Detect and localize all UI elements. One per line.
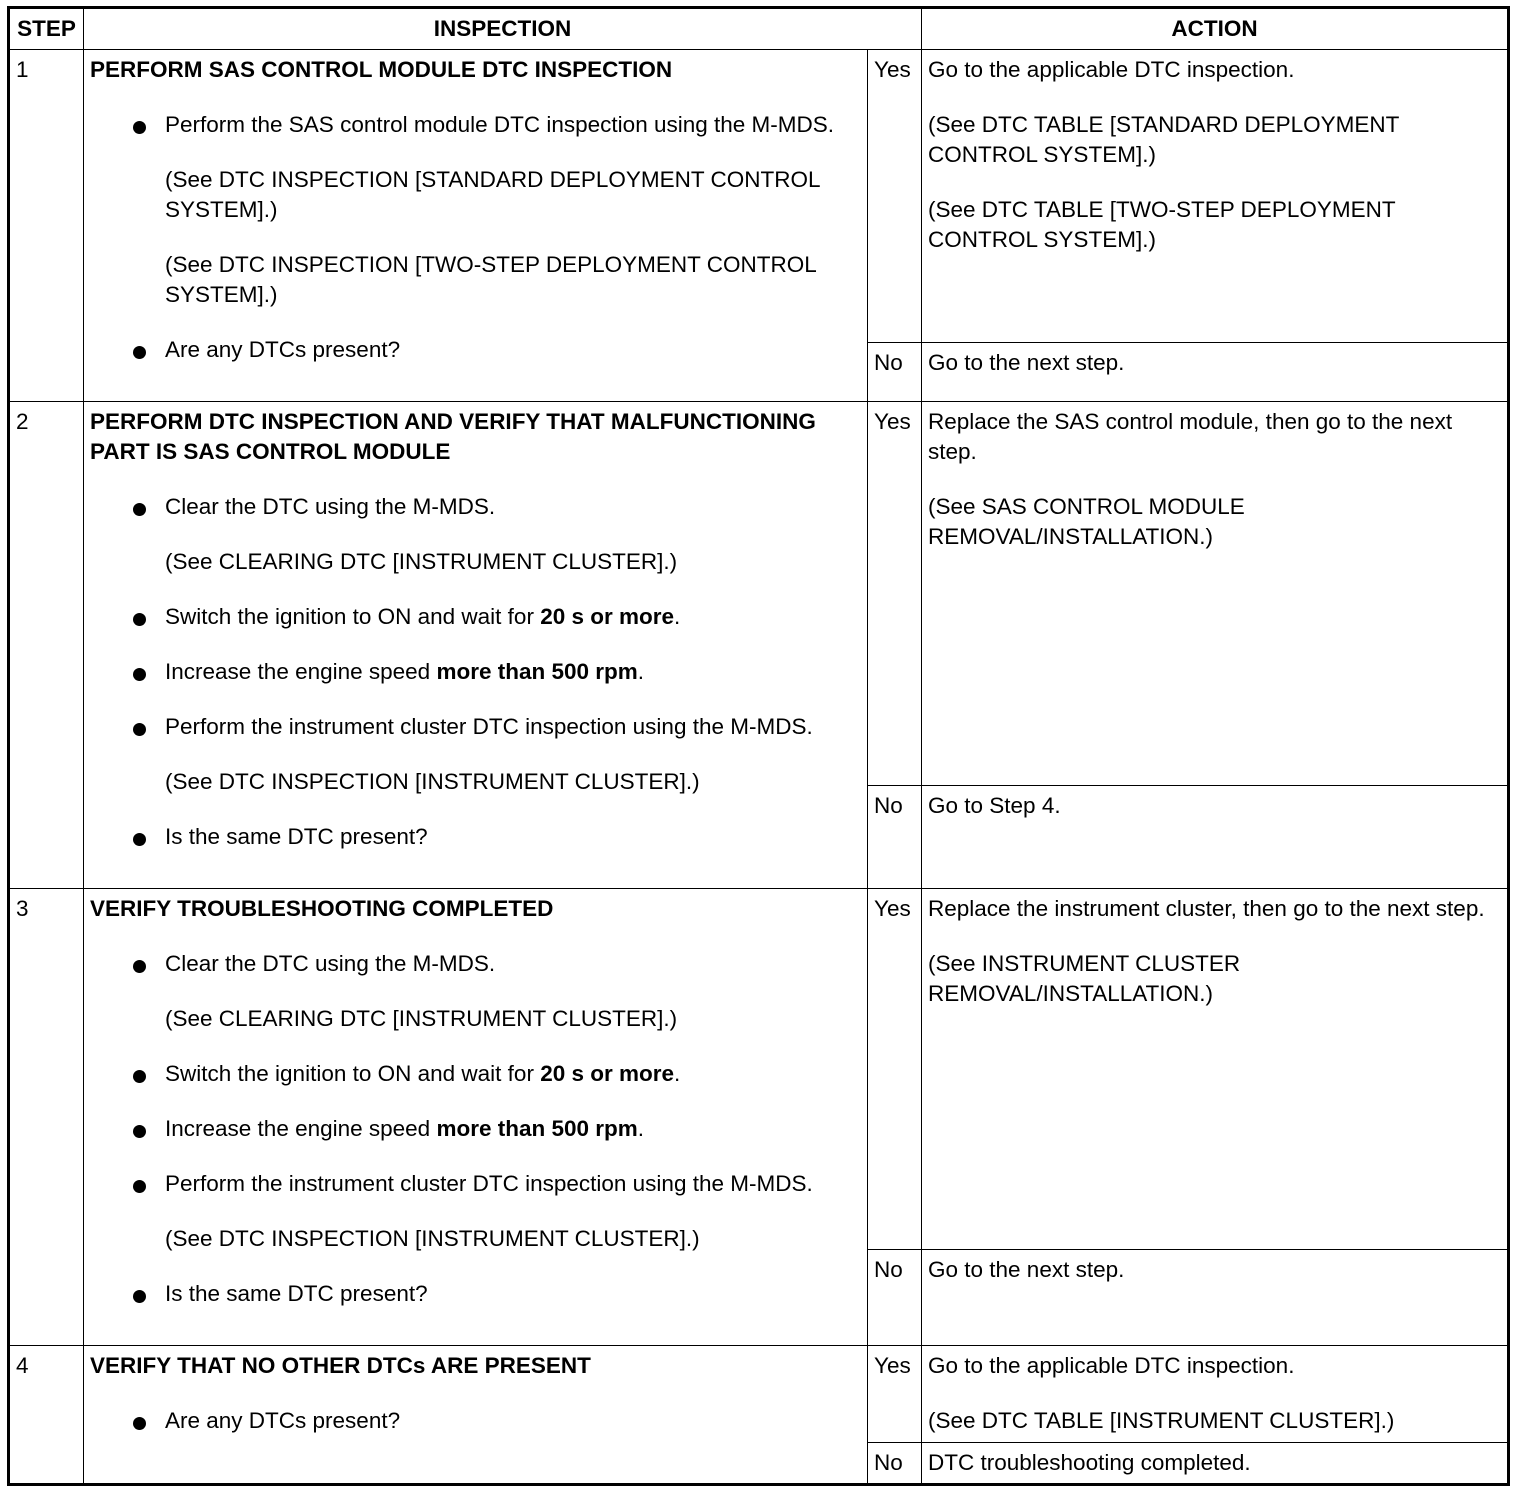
bullet-item: Perform the instrument cluster DTC inspection using the M-MDS. — [90, 712, 861, 742]
emphasis-text: 20 s or more — [540, 1061, 675, 1086]
reference-text: (See DTC INSPECTION [TWO-STEP DEPLOYMENT CONTROL SYSTEM].) — [165, 252, 816, 307]
reference-text: (See INSTRUMENT CLUSTER REMOVAL/INSTALLATION.) — [928, 951, 1241, 1006]
yes-action — [922, 50, 1509, 343]
no-action: Go to the next step. — [922, 343, 1509, 402]
bullet-item: Increase the engine speed more than 500 rpm. — [90, 1114, 861, 1144]
step-2-yes-row — [9, 402, 1509, 786]
bullet-item: Clear the DTC using the M-MDS. — [90, 492, 861, 522]
step-number: 1 — [9, 50, 84, 402]
bullet-item: Is the same DTC present? — [90, 822, 861, 852]
reference-text: (See SAS CONTROL MODULE REMOVAL/INSTALLATION.) — [928, 494, 1245, 549]
step-number: 3 — [9, 889, 84, 1346]
yes-label: Yes — [868, 50, 922, 343]
reference-text: (See DTC TABLE [TWO-STEP DEPLOYMENT CONTROL SYSTEM].) — [928, 197, 1396, 252]
step-title: PERFORM SAS CONTROL MODULE DTC INSPECTION — [90, 57, 673, 82]
bullet-item: Switch the ignition to ON and wait for 20 s or more. — [90, 602, 861, 632]
header-row — [9, 8, 1509, 50]
step-4-yes-row — [9, 1346, 1509, 1443]
bullet-item: Perform the instrument cluster DTC inspection using the M-MDS. — [90, 1169, 861, 1199]
bullet-item: Switch the ignition to ON and wait for 20 s or more. — [90, 1059, 861, 1089]
reference-text: (See DTC INSPECTION [STANDARD DEPLOYMENT CONTROL SYSTEM].) — [165, 167, 820, 222]
emphasis-text: 20 s or more — [540, 604, 675, 629]
header-action: ACTION — [922, 8, 1509, 50]
action-text: Replace the SAS control module, then go to the next step. — [928, 409, 1453, 464]
yes-action — [922, 889, 1509, 1250]
yes-label: Yes — [868, 1346, 922, 1443]
step-3-inspection — [84, 889, 868, 1346]
emphasis-text: more than 500 rpm — [436, 1116, 638, 1141]
reference-text: (See CLEARING DTC [INSTRUMENT CLUSTER].) — [165, 549, 678, 574]
step-number: 4 — [9, 1346, 84, 1485]
step-1-yes-row — [9, 50, 1509, 343]
step-title: VERIFY THAT NO OTHER DTCs ARE PRESENT — [90, 1353, 591, 1378]
bullet-item: Are any DTCs present? — [90, 335, 861, 365]
reference-text: (See DTC TABLE [INSTRUMENT CLUSTER].) — [928, 1408, 1395, 1433]
no-action: DTC troubleshooting completed. — [922, 1443, 1509, 1485]
reference-text: (See CLEARING DTC [INSTRUMENT CLUSTER].) — [165, 1006, 678, 1031]
step-3-yes-row — [9, 889, 1509, 1250]
action-text: Replace the instrument cluster, then go to the next step. — [928, 896, 1485, 921]
yes-action — [922, 402, 1509, 786]
yes-label: Yes — [868, 402, 922, 786]
no-label: No — [868, 1250, 922, 1346]
bullet-item: Increase the engine speed more than 500 rpm. — [90, 657, 861, 687]
step-number: 2 — [9, 402, 84, 889]
action-text: Go to the applicable DTC inspection. — [928, 1353, 1295, 1378]
no-label: No — [868, 1443, 922, 1485]
emphasis-text: more than 500 rpm — [436, 659, 638, 684]
header-step: STEP — [9, 8, 84, 50]
bullet-item: Are any DTCs present? — [90, 1406, 861, 1436]
step-1-inspection — [84, 50, 868, 402]
yes-action — [922, 1346, 1509, 1443]
header-inspection: INSPECTION — [84, 8, 922, 50]
step-4-inspection — [84, 1346, 868, 1485]
step-title: PERFORM DTC INSPECTION AND VERIFY THAT MALFUNCTIONING PART IS SAS CONTROL MODULE — [90, 409, 816, 464]
dtc-troubleshooting-table — [7, 6, 1510, 1486]
no-label: No — [868, 343, 922, 402]
yes-label: Yes — [868, 889, 922, 1250]
step-title: VERIFY TROUBLESHOOTING COMPLETED — [90, 896, 554, 921]
no-action: Go to the next step. — [922, 1250, 1509, 1346]
no-label: No — [868, 786, 922, 889]
reference-text: (See DTC INSPECTION [INSTRUMENT CLUSTER].) — [165, 769, 700, 794]
bullet-item: Is the same DTC present? — [90, 1279, 861, 1309]
no-action: Go to Step 4. — [922, 786, 1509, 889]
bullet-item: Perform the SAS control module DTC inspection using the M-MDS. — [90, 110, 861, 140]
reference-text: (See DTC TABLE [STANDARD DEPLOYMENT CONTROL SYSTEM].) — [928, 112, 1399, 167]
step-2-inspection — [84, 402, 868, 889]
action-text: Go to the applicable DTC inspection. — [928, 57, 1295, 82]
reference-text: (See DTC INSPECTION [INSTRUMENT CLUSTER].) — [165, 1226, 700, 1251]
bullet-item: Clear the DTC using the M-MDS. — [90, 949, 861, 979]
